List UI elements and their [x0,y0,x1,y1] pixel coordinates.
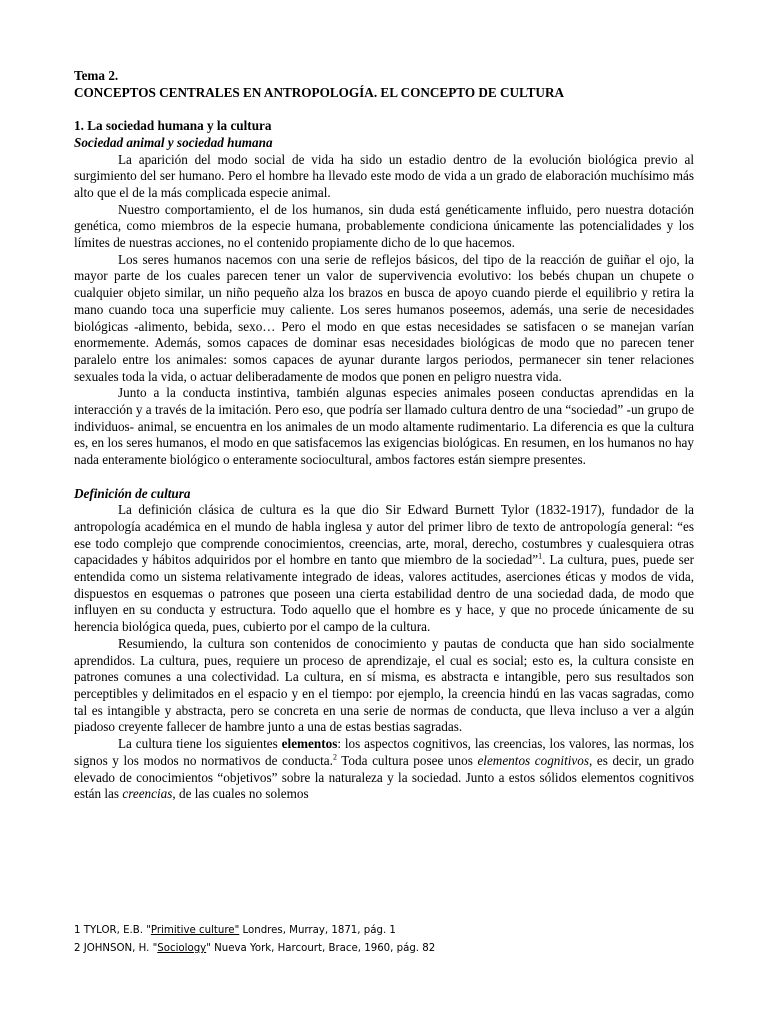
paragraph-text: . La cultura, pues, puede ser entendida como un sistema relativamente integrado de ideas, valores actitudes, aserciones éticas y modos de vida, dispuestos en esquemas o patrones que poseen una cierta estabilidad dentro de una sociedad dada, de modo que influyen en su conducta y estructura. Todo aquello que el hombre es y hace, y que no procede únicamente de su herencia biológica queda, pues, cubierto por el campo de la cultura. [74,552,694,635]
footnote-text: Londres, Murray, 1871, pág. 1 [239,925,396,936]
paragraph-text: : los aspectos cognitivos, las creencias, los valores, las normas, los signos y los modos no normativos de conducta. [74,736,694,768]
spacer [74,101,694,118]
paragraph: Junto a la conducta instintiva, también algunas especies animales poseen conductas aprendidas en la interacción y a través de la imitación. Pero eso, que podría ser llamado cultura dentro de una “sociedad” -un grupo de individuos- animal, se encuentra en los animales de un modo altamente rudimentario. La diferencia es que la cultura es, en los seres humanos, el modo en que satisfacemos las exigencias biológicas. En resumen, en los humanos no hay nada enteramente biológico o enteramente sociocultural, ambos factores están siempre presentes. [74,385,694,468]
paragraph [74,502,694,636]
footnote-text: TYLOR, E.B. " [83,925,151,936]
paragraph: La aparición del modo social de vida ha sido un estadio dentro de la evolución biológica previo al surgimiento del ser humano. Pero el hombre ha llevado este modo de vida a un grado de elaboración muchísimo más alto que el de la más complicada especie animal. [74,151,694,200]
section-heading: 1. La sociedad humana y la cultura [74,118,272,134]
paragraph-text: , es decir, un grado elevado de conocimientos “objetivos” sobre la naturaleza y la sociedad. Junto a estos sólidos elementos cognitivos están las [74,752,695,802]
paragraph-text: , de las cuales no solemos [172,786,309,802]
footnote-ref[interactable]: 1 [538,551,543,561]
paragraph: Resumiendo, la cultura son contenidos de conocimiento y pautas de conducta que han sido socialmente aprendidos. La cultura, pues, requiere un proceso de aprendizaje, el cual es social; esto es, la cultura consiste en patrones comunes a una colectividad. La cultura, en sí misma, es abstracta e intangible, pero sus resultados son perceptibles y delimitados en el espacio y en el tiempo: por ejemplo, la creencia hindú en las vacas sagradas, como tal es intangible y abstracta, pero se concreta en una serie de normas de conducta, que lleva incluso a ver a algún piadoso creyente fallecer de hambre junto a una de estas bestias sagradas. [74,635,694,735]
footnotes [74,922,694,958]
footnote [74,940,694,958]
footnote-ref[interactable]: 2 [332,752,337,762]
paragraph-text: Toda cultura posee unos [336,752,478,768]
tema-label: Tema 2. [74,68,119,83]
subsection-heading: Definición de cultura [74,485,191,501]
footnote-number: 2 [74,943,81,954]
footnote-text: JOHNSON, H. " [83,943,158,954]
paragraph [74,736,694,803]
paragraph-text: La definición clásica de cultura es la que dio Sir Edward Burnett Tylor (1832-1917), fundador de la antropología académica en el mundo de habla inglesa y autor del primer libro de texto de antropología general: “es ese todo complejo que comprende conocimientos, creencias, arte, moral, derecho, costumbres y cualesquiera otras capacidades y hábitos adquiridos por el hombre en tanto que miembro de la sociedad” [74,502,694,568]
emphasis-italic: elementos cognitivos [477,752,589,768]
document-title: CONCEPTOS CENTRALES EN ANTROPOLOGÍA. EL CONCEPTO DE CULTURA [74,84,564,100]
footnote-text: " Nueva York, Harcourt, Brace, 1960, pág. 82 [206,943,436,954]
footnote-number: 1 [74,925,81,936]
paragraph: Los seres humanos nacemos con una serie de reflejos básicos, del tipo de la reacción de guiñar el ojo, la mayor parte de los cuales parecen tener un valor de supervivencia evolutivo: los bebés chupan un chupete o cualquier objeto similar, un niño pequeño alza los brazos en busca de apoyo cuando pierde el equilibrio y retira la mano cuando toca una superficie muy caliente. Los seres humanos poseemos, además, una serie de necesidades biológicas -alimento, bebida, sexo… Pero el modo en que estas necesidades se satisfacen o se manejan varían enormemente. Además, somos capaces de dominar esas necesidades biológicas de modo que no parecen tener paralelo entre los animales: somos capaces de ayunar durante largos periodos, permanecer sin tener relaciones sexuales toda la vida, o actuar deliberadamente de modos que ponen en peligro nuestra vida. [74,251,694,384]
subsection-heading: Sociedad animal y sociedad humana [74,134,273,150]
spacer [74,469,694,486]
footnote [74,922,694,940]
document-body [74,68,694,803]
footnote-link[interactable]: Sociology [157,943,207,954]
footnote-link[interactable]: Primitive culture" [150,925,240,936]
emphasis-bold: elementos [281,736,338,752]
paragraph: Nuestro comportamiento, el de los humanos, sin duda está genéticamente influido, pero nuestra dotación genética, como miembros de la especie humana, probablemente condiciona únicamente las potencialidades y los límites de nuestras acciones, no el contenido propiamente dicho de lo que hacemos. [74,201,694,251]
emphasis-italic: creencias [122,786,173,802]
paragraph-text: La cultura tiene los siguientes [118,736,282,752]
